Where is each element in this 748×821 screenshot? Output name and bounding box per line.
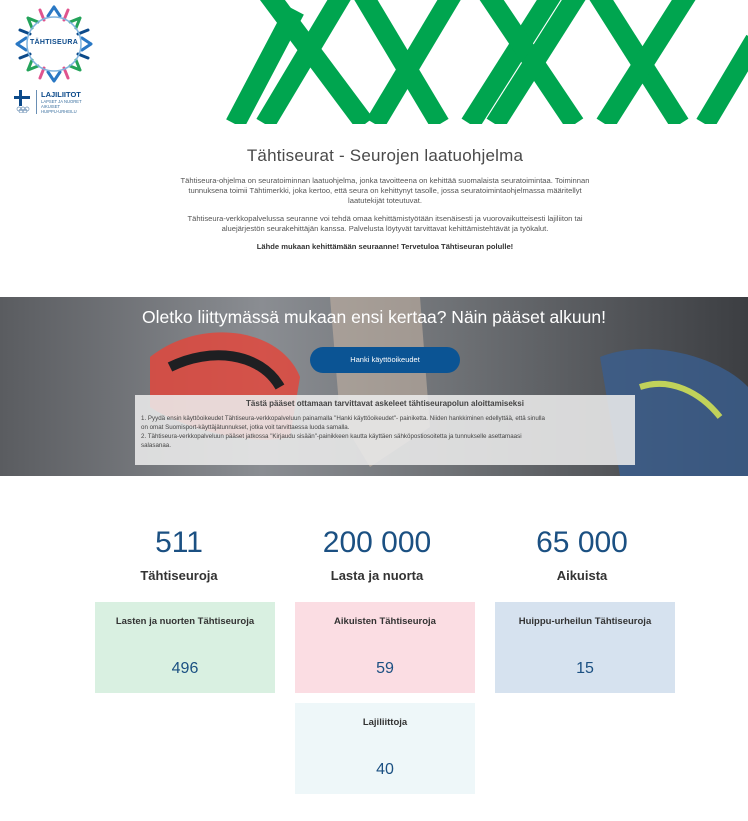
logo-divider bbox=[36, 90, 37, 114]
site-header bbox=[0, 0, 748, 124]
intro-paragraph: Tähtiseura-verkkopalvelussa seuranne voi tehdä omaa kehittämistyötään itsenäisesti ja vuorovaikutteisesti lajiliiton tai aluejärjestön seurakehittäjän kanssa. Palvelusta löytyvät tarvittavat kehittämistehtävät ja työkalut. bbox=[187, 214, 583, 233]
instructions-box bbox=[135, 395, 635, 465]
card-federations[interactable] bbox=[295, 703, 475, 794]
instruction-line: on omat Suomisport-käyttäjätunnukset, jotka voit tarvittaessa luoda samalla. bbox=[141, 424, 350, 431]
lajiliitot-line: LAPSET JA NUORET bbox=[41, 99, 82, 104]
olympic-rings-icon bbox=[16, 106, 30, 113]
stat-label: Aikuista bbox=[556, 568, 608, 583]
stat-value: 511 bbox=[155, 526, 203, 559]
lajiliitot-line: AIKUISET bbox=[41, 104, 61, 109]
lajiliitot-subtitle bbox=[41, 99, 101, 114]
logo-text: TÄHTISEURA bbox=[29, 39, 79, 46]
tahtiseura-logo[interactable] bbox=[14, 4, 94, 84]
stat-children bbox=[277, 526, 477, 583]
instruction-line: 2. Tähtiseura-verkkopalveluun pääset jatkossa "Kirjaudu sisään"-painikkeen kautta käyttäen sähköpostiosoitetta ja tunnukselle asettamaasi bbox=[141, 433, 522, 440]
card-title: Aikuisten Tähtiseuroja bbox=[334, 616, 436, 627]
page-title: Tähtiseurat - Seurojen laatuohjelma bbox=[246, 146, 524, 165]
instructions-title: Tästä pääset ottamaan tarvittavat askeleet tähtiseurapolun aloittamiseksi bbox=[246, 399, 524, 408]
lajiliitot-logo[interactable] bbox=[14, 90, 94, 116]
card-title: Lajiliittoja bbox=[362, 717, 408, 728]
intro-paragraph: Tähtiseura-ohjelma on seuratoiminnan laatuohjelma, jonka tavoitteena on kehittää suomalaista seuratoimintaa. Toiminnan tunnuksena toimii Tähtimerkki, joka kertoo, että seura on kehittynyt tasolle, jossa seuratoimintaohjelmassa määritellyt laatutekijät toteutuvat. bbox=[180, 176, 590, 205]
card-youth-clubs[interactable] bbox=[95, 602, 275, 693]
card-value: 59 bbox=[376, 660, 394, 677]
card-value: 496 bbox=[171, 660, 199, 677]
finnish-cross-icon bbox=[14, 90, 30, 106]
stat-value: 200 000 bbox=[322, 526, 432, 559]
hero-title: Oletko liittymässä mukaan ensi kertaa? Näin pääset alkuun! bbox=[142, 307, 606, 327]
card-title: Huippu-urheilun Tähtiseuroja bbox=[518, 616, 652, 627]
stat-adults bbox=[482, 526, 682, 583]
stat-label: Tähtiseuroja bbox=[140, 568, 218, 583]
card-title: Lasten ja nuorten Tähtiseuroja bbox=[115, 616, 255, 627]
lajiliitot-title: LAJILIITOT bbox=[41, 90, 81, 99]
stat-label: Lasta ja nuorta bbox=[330, 568, 424, 583]
stat-value: 65 000 bbox=[536, 526, 628, 559]
card-elite-clubs[interactable] bbox=[495, 602, 675, 693]
stat-clubs bbox=[79, 526, 279, 583]
card-adult-clubs[interactable] bbox=[295, 602, 475, 693]
intro-cta-text: Lähde mukaan kehittämään seuraanne! Tervetuloa Tähtiseuran polulle! bbox=[256, 242, 514, 251]
instruction-line: salasanaa. bbox=[141, 442, 171, 449]
lajiliitot-line: HUIPPU-URHEILU bbox=[41, 109, 77, 114]
green-x-pattern bbox=[225, 0, 748, 124]
get-access-button[interactable]: Hanki käyttöoikeudet bbox=[310, 347, 460, 373]
instruction-line: 1. Pyydä ensin käyttöoikeudet Tähtiseura-verkkopalveluun painamalla "Hanki käyttöoikeudet"- painiketta. Niiden hankkiminen edellyttää, että sinulla bbox=[141, 415, 545, 422]
intro-section bbox=[175, 146, 595, 252]
card-value: 40 bbox=[376, 761, 394, 778]
card-value: 15 bbox=[576, 660, 594, 677]
hero-banner bbox=[0, 297, 748, 476]
